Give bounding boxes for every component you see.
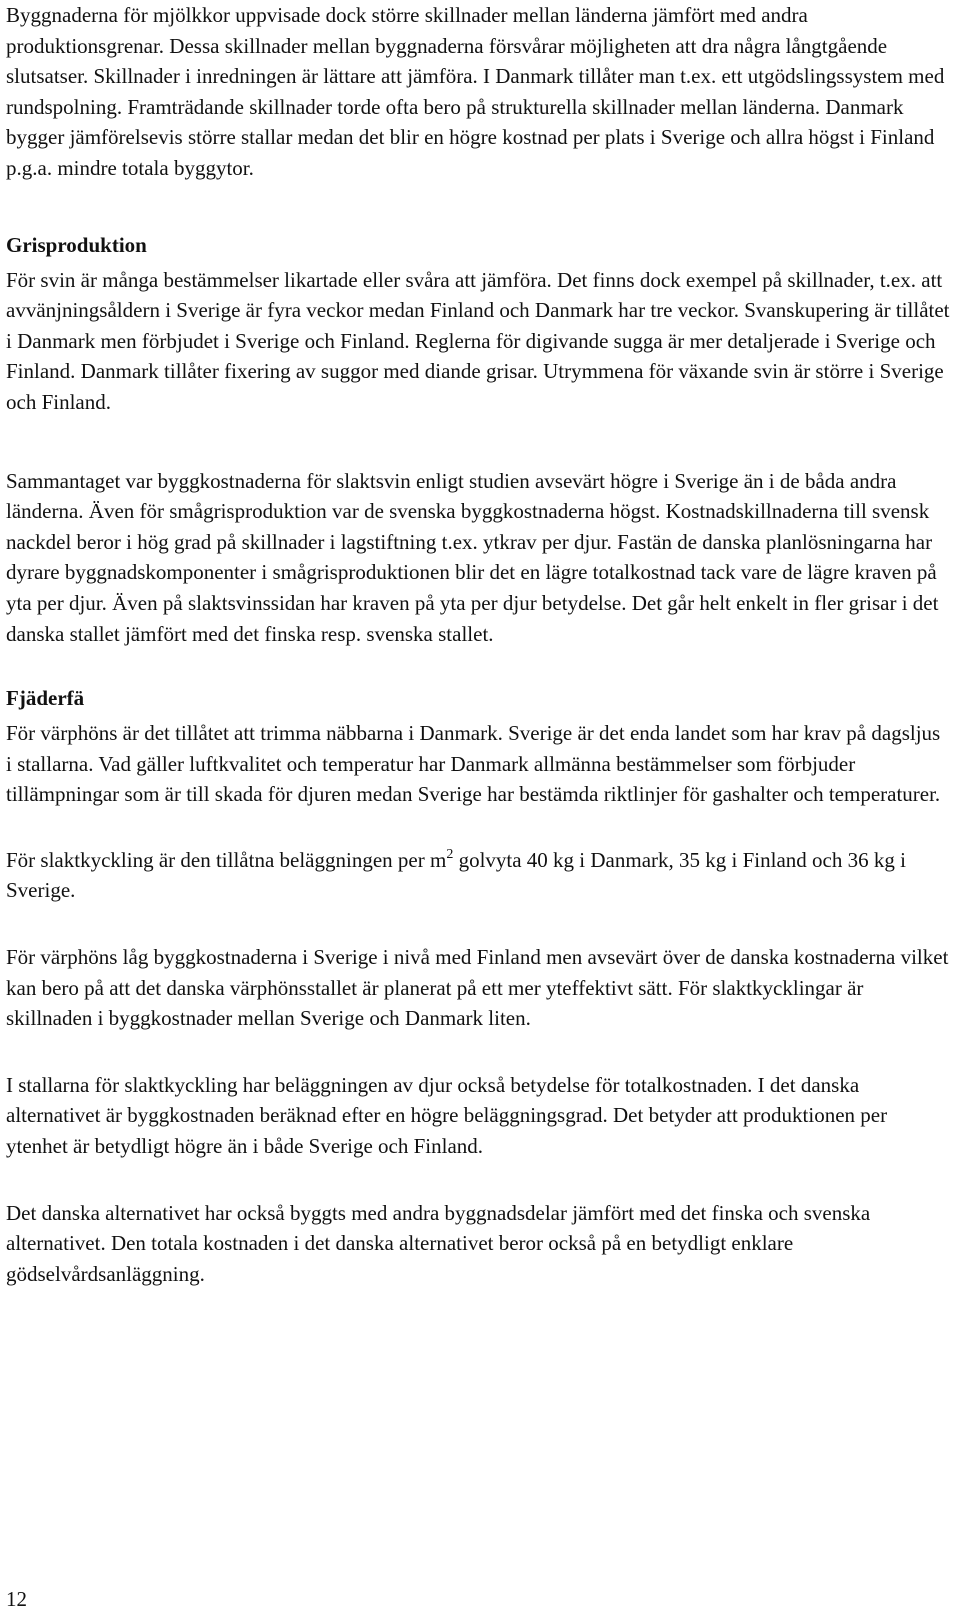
fjaderfa-paragraph-2 xyxy=(6,845,951,906)
square-meter-superscript: 2 xyxy=(446,846,454,862)
fjaderfa-paragraph-5: Det danska alternativet har också byggts med andra byggnadsdelar jämfört med det finska och svenska alternativet. Den totala kostnaden i det danska alternativet beror också på en betydligt enklare gödselvårdsanläggning. xyxy=(6,1200,871,1286)
grisproduktion-paragraph: För svin är många bestämmelser likartade eller svåra att jämföra. Det finns dock exempel på skillnader, t.ex. att avvänjningsåldern i Sverige är fyra veckor medan Finland och Danmark har tre veckor. Svanskupering är tillåtet i Danmark men förbjudet i Sverige och Finland. Reglerna för digivande sugga är mer detaljerade i Sverige och Finland. Danmark tillåter fixering av suggor med diande grisar. Utrymmena för växande svin är större i Sverige och Finland. xyxy=(6,267,950,414)
page-number: 12 xyxy=(6,1587,27,1611)
sammantaget-paragraph: Sammantaget var byggkostnaderna för slaktsvin enligt studien avsevärt högre i Sverige än i de båda andra länderna. Även för smågrisproduktion var de svenska byggkostnaderna högst. Kostnadskillnaderna till svensk nackdel beror i hög grad på skillnader i lagstiftning t.ex. ytkrav per djur. Fastän de danska planlösningarna har dyrare byggnadskomponenter i smågrisproduktionen blir det en lägre totalkostnad tack vare de lägre kraven på yta per djur. Även på slaktsvinssidan har kraven på yta per djur betydelse. Det går helt enkelt in fler grisar i det danska stallet jämfört med det finska resp. svenska stallet. xyxy=(6,468,939,646)
fjaderfa-paragraph-3: För värphöns låg byggkostnaderna i Sverige i nivå med Finland men avsevärt över de danska kostnaderna vilket kan bero på att det danska värphönsstallet är planerat på ett mer yteffektivt sätt. För slaktkycklingar är skillnaden i byggkostnader mellan Sverige och Danmark liten. xyxy=(6,945,949,1031)
fjaderfa-paragraph-2-end: golvyta 40 kg i Danmark, 35 kg i Finland och 36 kg i Sverige. xyxy=(6,847,906,903)
fjaderfa-paragraph-4: I stallarna för slaktkyckling har beläggningen av djur också betydelse för totalkostnaden. I det danska alternativet är byggkostnaden beräknad efter en högre beläggningsgrad. Det betyder att produktionen per ytenhet är betydligt högre än i både Sverige och Finland. xyxy=(6,1072,888,1159)
section-heading-fjaderfa: Fjäderfä xyxy=(6,686,85,711)
fjaderfa-paragraph-1: För värphöns är det tillåtet att trimma näbbarna i Danmark. Sverige är det enda landet som har krav på dagsljus i stallarna. Vad gäller luftkvalitet och temperatur har Danmark allmänna bestämmelser som förbjuder tillämpningar som är till skada för djuren medan Sverige har bestämda riktlinjer för gashalter och temperaturer. xyxy=(6,721,941,807)
document-page xyxy=(6,0,951,1289)
fjaderfa-paragraph-2-start: För slaktkyckling är den tillåtna beläggningen per m xyxy=(6,847,447,872)
section-heading-grisproduktion: Grisproduktion xyxy=(6,232,147,257)
intro-paragraph: Byggnaderna för mjölkkor uppvisade dock större skillnader mellan länderna jämfört med andra produktionsgrenar. Dessa skillnader mellan byggnaderna försvårar möjligheten att dra några långtgående slutsatser. Skillnader i inredningen är lättare att jämföra. I Danmark tillåter man t.ex. ett utgödslingssystem med rundspolning. Framträdande skillnader torde ofta bero på strukturella skillnader mellan länderna. Danmark bygger jämförelsevis större stallar medan det blir en högre kostnad per plats i Sverige och allra högst i Finland p.g.a. mindre totala byggytor. xyxy=(6,3,945,180)
